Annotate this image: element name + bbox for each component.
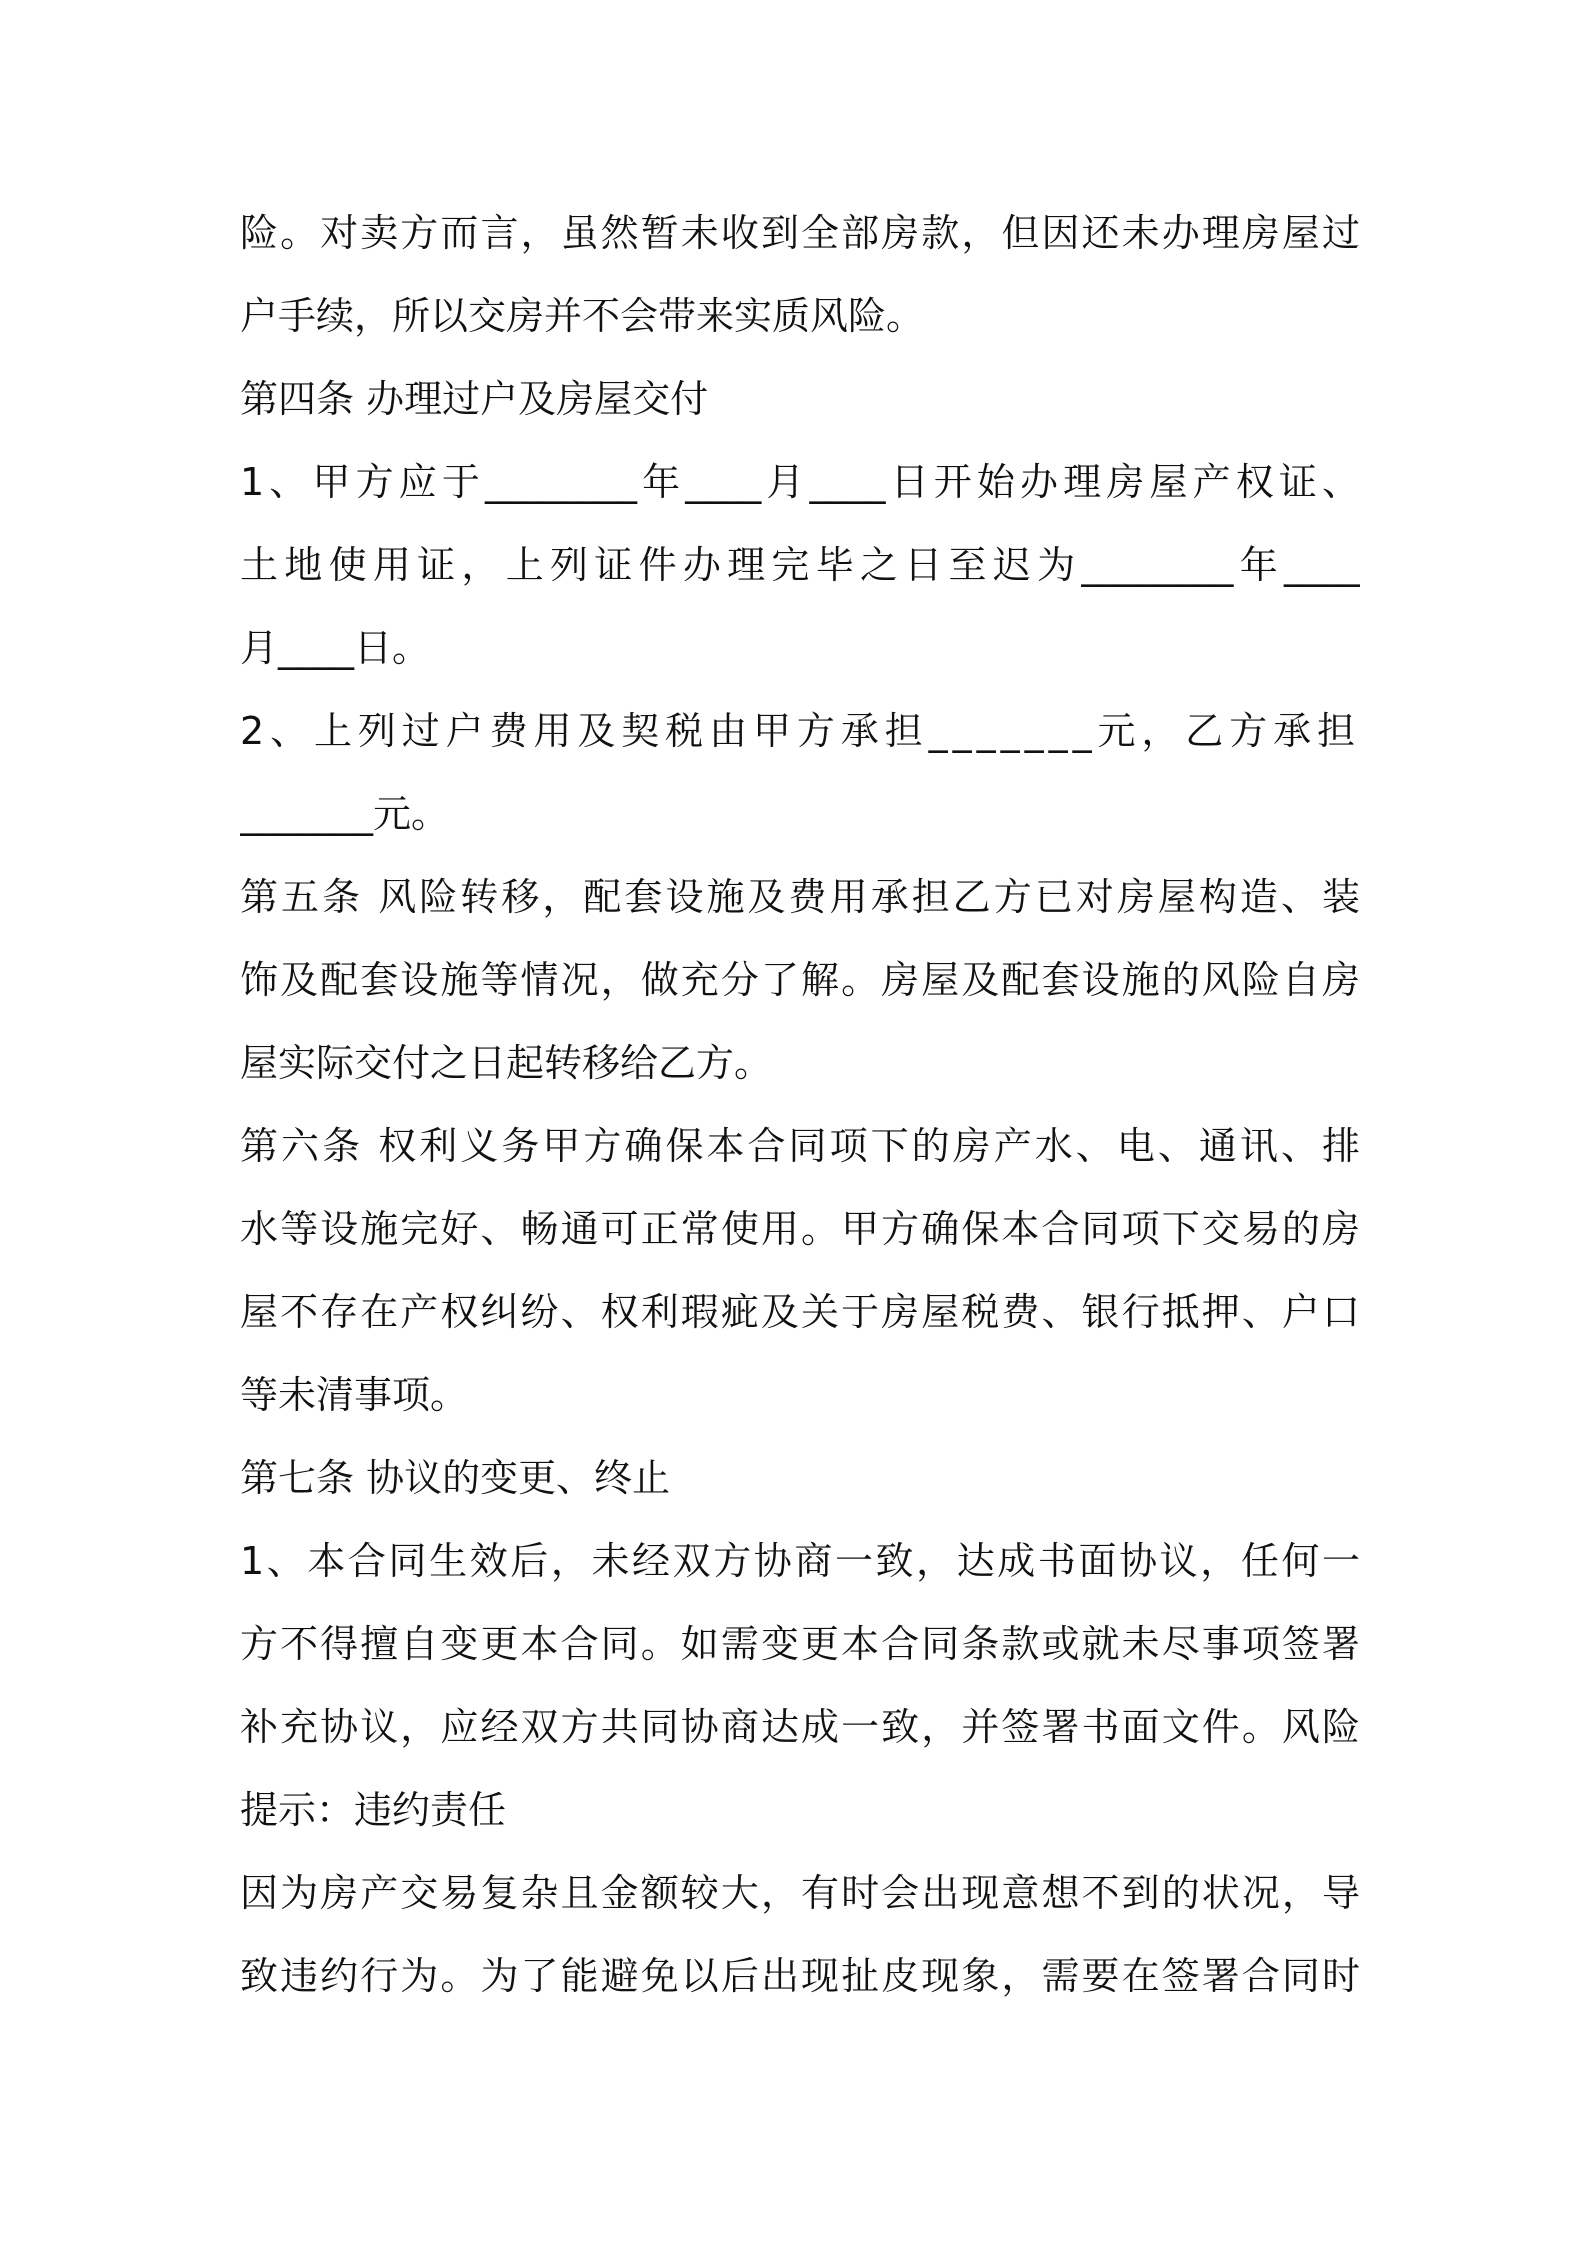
text-line: 屋不存在产权纠纷、权利瑕疵及关于房屋税费、银行抵押、户口 xyxy=(240,1290,1360,1334)
text-line: 1、甲方应于________年____月____日开始办理房屋产权证、 xyxy=(240,460,1360,504)
text-line: 因为房产交易复杂且金额较大，有时会出现意想不到的状况，导 xyxy=(240,1871,1360,1915)
section-heading: 第五条 风险转移，配套设施及费用承担乙方已对房屋构造、装 xyxy=(240,875,1360,919)
text-line: 等未清事项。 xyxy=(240,1373,469,1417)
text-line: 水等设施完好、畅通可正常使用。甲方确保本合同项下交易的房 xyxy=(240,1207,1360,1251)
text-line: 补充协议，应经双方共同协商达成一致，并签署书面文件。风险 xyxy=(240,1705,1360,1749)
section-heading: 第四条 办理过户及房屋交付 xyxy=(240,377,709,421)
text-line: 饰及配套设施等情况，做充分了解。房屋及配套设施的风险自房 xyxy=(240,958,1360,1002)
text-line: 致违约行为。为了能避免以后出现扯皮现象，需要在签署合同时 xyxy=(240,1954,1360,1998)
section-heading: 第七条 协议的变更、终止 xyxy=(240,1456,671,1500)
text-line: 方不得擅自变更本合同。如需变更本合同条款或就未尽事项签署 xyxy=(240,1622,1360,1666)
text-line: _______元。 xyxy=(240,792,450,836)
text-line: 月____日。 xyxy=(240,626,431,670)
text-line: 2、上列过户费用及契税由甲方承担_______元，乙方承担 xyxy=(240,709,1360,753)
text-line: 户手续，所以交房并不会带来实质风险。 xyxy=(240,294,925,338)
section-heading: 第六条 权利义务甲方确保本合同项下的房产水、电、通讯、排 xyxy=(240,1124,1360,1168)
text-line: 险。对卖方而言，虽然暂未收到全部房款，但因还未办理房屋过 xyxy=(240,211,1360,255)
text-line: 屋实际交付之日起转移给乙方。 xyxy=(240,1041,773,1085)
text-line: 土地使用证，上列证件办理完毕之日至迟为________年____ xyxy=(240,543,1360,587)
text-line: 1、本合同生效后，未经双方协商一致，达成书面协议，任何一 xyxy=(240,1539,1360,1583)
text-line: 提示：违约责任 xyxy=(240,1788,507,1832)
document-body xyxy=(240,192,1360,2018)
